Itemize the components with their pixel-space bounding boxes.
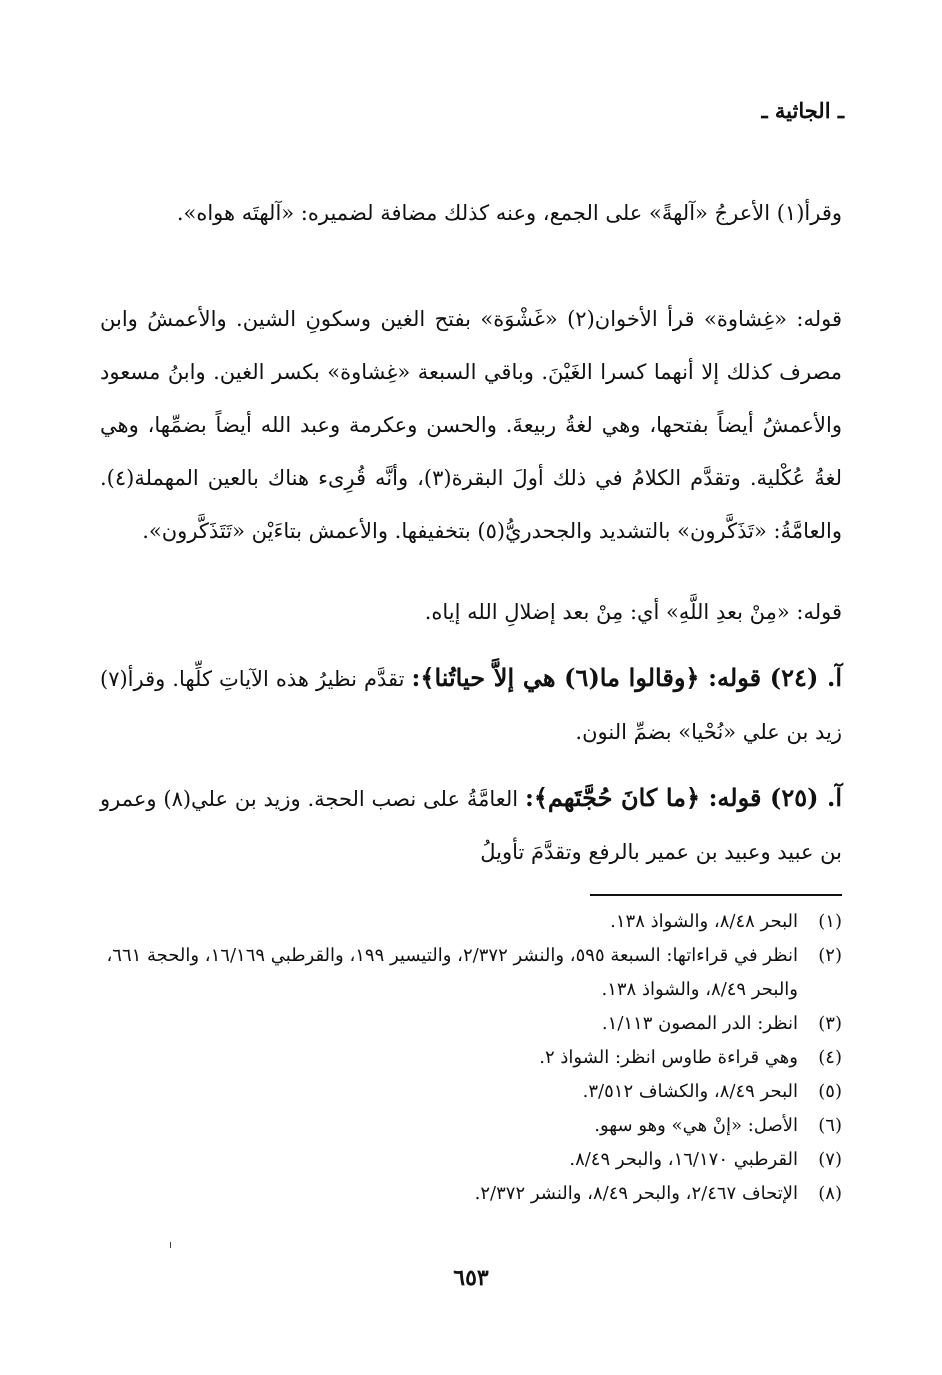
paragraph-1: وقرأ(١) الأعرجُ «آلهةً» على الجمع، وعنه كذلك مضافة لضميره: «آلهتَه هواه». xyxy=(176,201,842,225)
verse-25-heading: آ. (٢٥) قوله: ﴿ما كانَ حُجَّتَهم﴾: xyxy=(524,783,843,812)
running-header: ـ الجاثية ـ xyxy=(761,98,844,123)
stray-mark xyxy=(170,1242,171,1248)
footnote-item xyxy=(100,939,842,1007)
footnote-text: البحر ٨/٤٩، والكشاف ٣/٥١٢. xyxy=(582,1081,798,1102)
footnote-item xyxy=(100,1177,842,1211)
footnote-text: الإتحاف ٢/٤٦٧، والبحر ٨/٤٩، والنشر ٢/٣٧٢. xyxy=(474,1183,798,1204)
footnote-item xyxy=(100,1143,842,1177)
paragraph-verse-25 xyxy=(100,771,842,879)
footnote-item xyxy=(100,1007,842,1041)
footnote-text: الأصل: «إنْ هي» وهو سهو. xyxy=(594,1115,798,1136)
footnote-number: (٨) xyxy=(818,1183,842,1204)
footnote-number: (٦) xyxy=(818,1115,842,1136)
footnote-number: (١) xyxy=(818,911,842,932)
footnote-number: (٧) xyxy=(818,1149,842,1170)
verse-24-body: تقدَّم نظيرُ هذه الآياتِ كلِّها. وقرأ(٧) زيد بن علي «نُحْيا» بضمِّ النون. xyxy=(100,667,842,744)
footnote-number: (٥) xyxy=(818,1081,842,1102)
footnote-text: القرطبي ١٦/١٧٠، والبحر ٨/٤٩. xyxy=(569,1149,798,1170)
footnote-text: انظر: الدر المصون ١/١١٣. xyxy=(601,1013,798,1034)
footnote-number: (٤) xyxy=(818,1047,842,1068)
verse-24-heading: آ. (٢٤) قوله: ﴿وقالوا ما(٦) هي إلاَّ حياتُنا﴾: xyxy=(411,663,843,692)
paragraph-2: قوله: «غِشاوة» قرأ الأخوان(٢) «غَشْوَة» بفتح الغين وسكونِ الشين. والأعمشُ وابن مصرف كذلك إلا أنهما كسرا الغَيْنَ. وباقي السبعة «غِشاوة» بكسر الغين. وابنُ مسعود والأعمشُ أيضاً بفتحها، وهي لغةُ ربيعةَ. والحسن وعكرمة وعبد الله أيضاً بضمِّها، وهي لغةُ عُكْلية. وتقدَّم الكلامُ في ذلك أولَ البقرة(٣)، وأنَّه قُرِىء هناك بالعين المهملة(٤). والعامَّةُ: «تَذَكَّرون» بالتشديد والجحدريُّ(٥) بتخفيفها. والأعمش بتاءَيْن «تَتَذَكَّرون». xyxy=(100,307,842,543)
page-number: ٦٥٣ xyxy=(453,1265,489,1291)
footnote-number: (٣) xyxy=(818,1013,842,1034)
paragraph-3: قوله: «مِنْ بعدِ اللَّهِ» أي: مِنْ بعد إضلالِ الله إياه. xyxy=(424,600,842,624)
footnote-item xyxy=(100,1041,842,1075)
footnote-number: (٢) xyxy=(818,945,842,966)
footnote-item xyxy=(100,1109,842,1143)
footnote-text: انظر في قراءاتها: السبعة ٥٩٥، والنشر ٢/٣٧٢، والتيسير ١٩٩، والقرطبي ١٦/١٦٩، والحجة ٦٦١، والبحر ٨/٤٩، والشواذ ١٣٨. xyxy=(106,945,798,1000)
footnote-separator xyxy=(590,894,842,896)
paragraph-verse-24 xyxy=(100,651,842,759)
verse-25-body: العامَّةُ على نصب الحجة. وزيد بن علي(٨) وعمرو بن عبيد وعبيد بن عمير بالرفع وتقدَّمَ تأويلُ xyxy=(100,787,842,864)
footnotes-list xyxy=(100,905,842,1211)
footnote-text: وهي قراءة طاوس انظر: الشواذ ٢. xyxy=(539,1047,798,1068)
footnote-item xyxy=(100,905,842,939)
footnote-text: البحر ٨/٤٨، والشواذ ١٣٨. xyxy=(610,911,798,932)
footnote-item xyxy=(100,1075,842,1109)
